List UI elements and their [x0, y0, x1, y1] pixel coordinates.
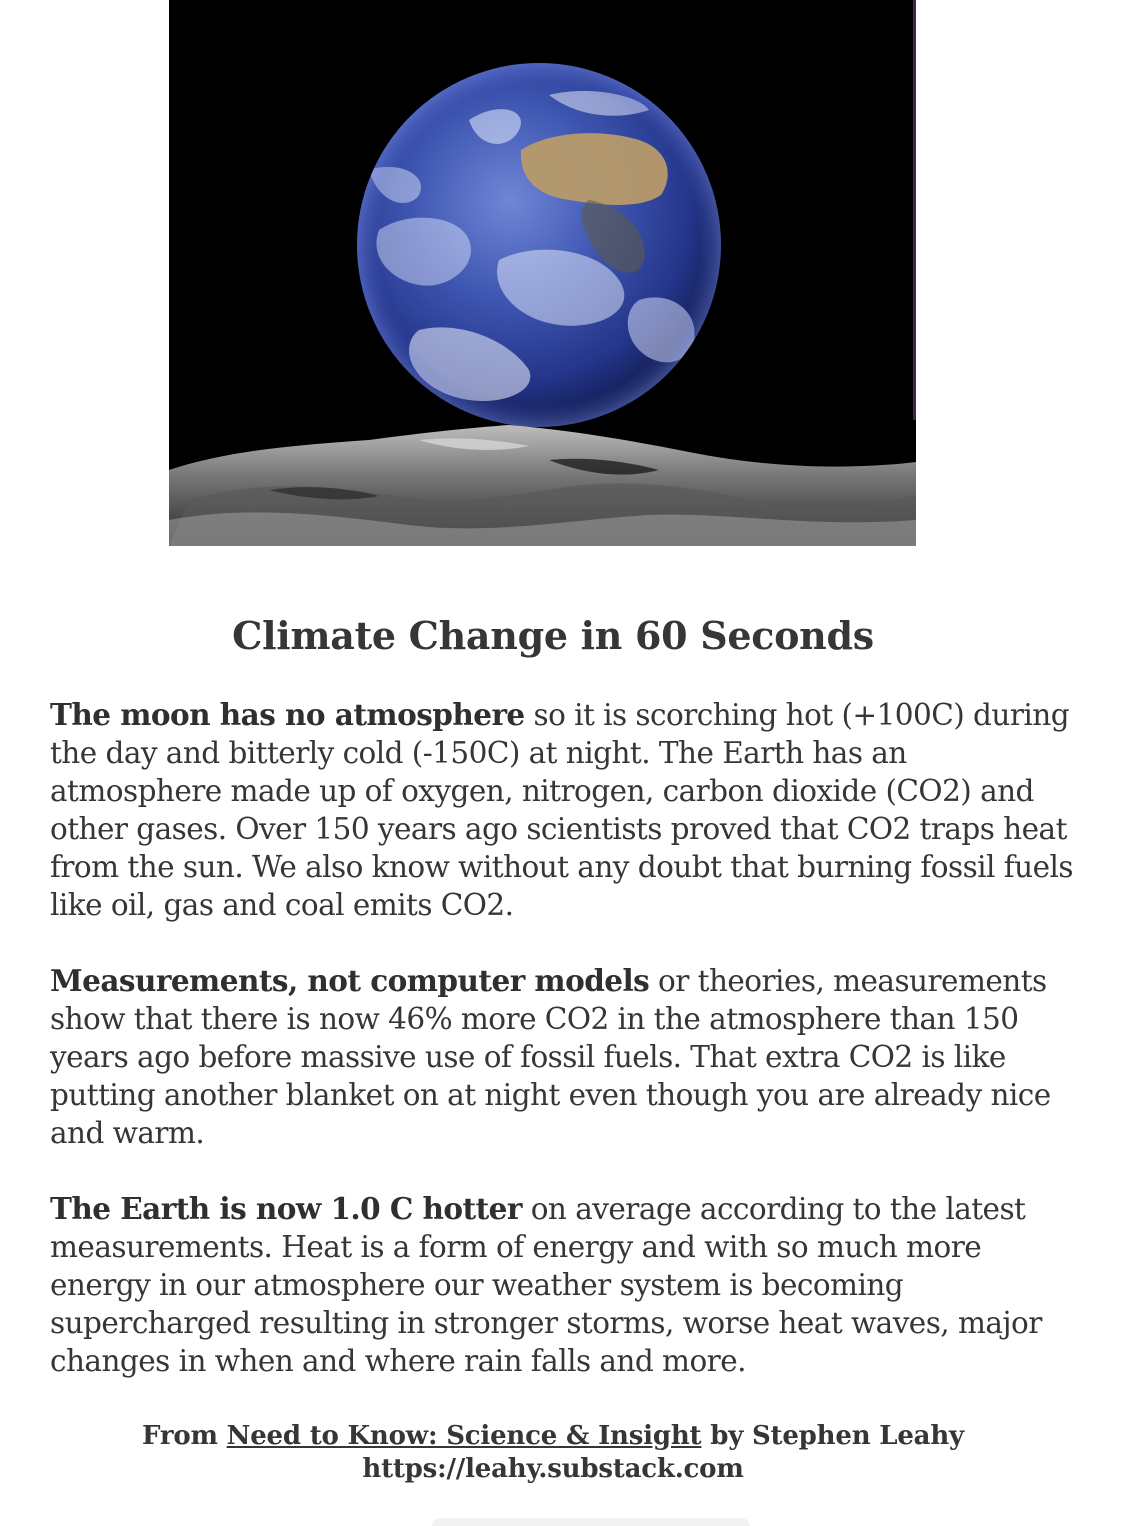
credits-url[interactable]: https://leahy.substack.com — [362, 1454, 744, 1484]
paragraph-text: or theories, measurements show that there is now 46% more CO2 in the atmosphere than 150 years ago before massive use of fossil fuels. That extra CO2 is like putting another blanket on at night even though you are already nice and warm. — [50, 964, 1051, 1150]
credits-prefix: From — [142, 1421, 227, 1451]
credits-line — [0, 1420, 1106, 1453]
credits-block — [0, 1420, 1106, 1486]
paragraph-lead: The moon has no atmosphere — [50, 697, 525, 732]
paragraph-lead: The Earth is now 1.0 C hotter — [50, 1191, 522, 1226]
image-edge — [913, 0, 916, 420]
paragraph-warming — [50, 1190, 1080, 1380]
paragraph-lead: Measurements, not computer models — [50, 963, 650, 998]
paragraph-text: so it is scorching hot (+100C) during the day and bitterly cold (-150C) at night. The Earth has an atmosphere made up of oxygen, nitrogen, carbon dioxide (CO2) and other gases. Over 150 years ago scientists proved that CO2 traps heat from the sun. We also know without any doubt that burning fossil fuels like oil, gas and coal emits CO2. — [50, 698, 1073, 922]
bottom-handle — [432, 1518, 750, 1526]
paragraph-moon — [50, 696, 1080, 924]
earthrise-illustration — [169, 0, 916, 546]
paragraph-measurements — [50, 962, 1080, 1152]
article-title: Climate Change in 60 Seconds — [232, 613, 874, 658]
hero-image — [169, 0, 916, 546]
earth-globe — [357, 63, 721, 427]
publication-link[interactable]: Need to Know: Science & Insight — [226, 1421, 702, 1451]
credits-author: by Stephen Leahy — [701, 1421, 964, 1451]
paragraph-text: on average according to the latest measurements. Heat is a form of energy and with so much more energy in our atmosphere our weather system is becoming supercharged resulting in stronger storms, worse heat waves, major changes in when and where rain falls and more. — [50, 1192, 1042, 1378]
